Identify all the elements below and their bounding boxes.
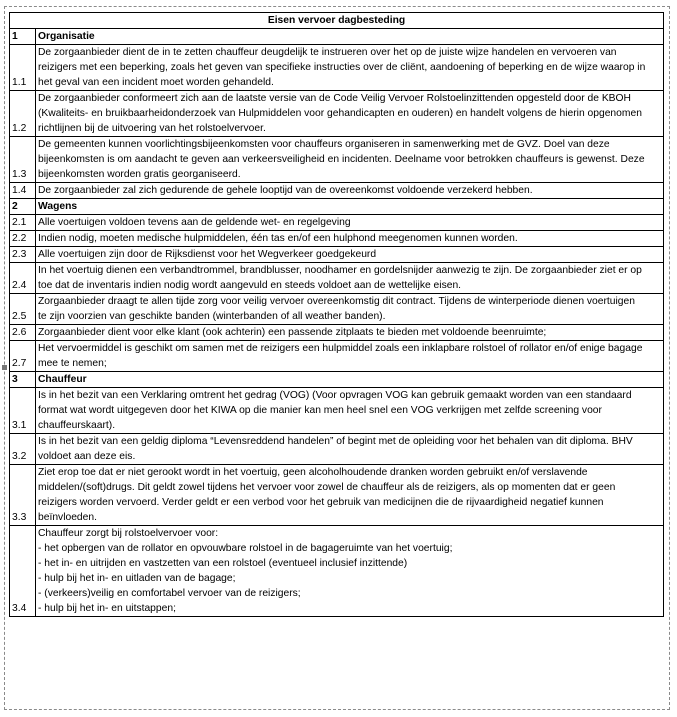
- row-text: [36, 294, 664, 325]
- row-text: [36, 215, 664, 231]
- row-text: [36, 231, 664, 247]
- text-line: Alle voertuigen voldoen tevens aan de geldende wet- en regelgeving: [38, 217, 351, 228]
- row-number: 2.6: [10, 325, 36, 341]
- table-row: [10, 526, 664, 617]
- text-line: - hulp bij het in- en uitladen van de bagage;: [38, 573, 236, 584]
- row-text: [36, 526, 664, 617]
- text-line: - (verkeers)veilig en comfortabel vervoer van de reizigers;: [38, 588, 301, 599]
- row-number: 3.4: [10, 526, 36, 617]
- text-line: Is in het bezit van een Verklaring omtrent het gedrag (VOG) (Voor opvragen VOG kan gebruik gemaakt worden van een standaard: [38, 390, 632, 401]
- section-title: Organisatie: [36, 29, 664, 45]
- text-line: De gemeenten kunnen voorlichtingsbijeenkomsten voor chauffeurs organiseren in samenwerking met de GVZ. Doel van deze: [38, 139, 610, 150]
- table-row: [10, 231, 664, 247]
- text-line: Ziet erop toe dat er niet gerookt wordt in het voertuig, geen alcoholhoudende dranken worden gebruikt en/of verslavende: [38, 467, 588, 478]
- text-line: chauffeurskaart).: [38, 420, 116, 431]
- text-line: toe dat de inventaris indien nodig wordt aangevuld en steeds voldoet aan de wettelijke eisen.: [38, 280, 462, 291]
- section-number: 3: [10, 372, 36, 388]
- row-number: 1.1: [10, 45, 36, 91]
- row-number: 3.2: [10, 434, 36, 465]
- text-line: Indien nodig, moeten medische hulpmiddelen, één tas en/of een hulphond meegenomen kunnen worden.: [38, 233, 518, 244]
- table-row: [10, 325, 664, 341]
- row-text: [36, 388, 664, 434]
- table-row: [10, 183, 664, 199]
- row-number: 3.3: [10, 465, 36, 526]
- text-line: De zorgaanbieder dient de in te zetten chauffeur deugdelijk te instrueren over het op de juiste wijze handelen en vervoeren van: [38, 47, 617, 58]
- text-line: - hulp bij het in- en uitstappen;: [38, 603, 176, 614]
- text-line: bijeenkomsten is om aandacht te geven aan verkeersveiligheid en incidenten. Deelname voor betrokken chauffeurs is gewenst. Deze: [38, 154, 645, 165]
- text-line: te zijn voorzien van geschikte banden (winterbanden of all weather banden).: [38, 311, 386, 322]
- row-number: 2.4: [10, 263, 36, 294]
- text-line: Het vervoermiddel is geschikt om samen met de reizigers een hulpmiddel zoals een inklapbare rolstoel of rollator en/of enige bagage: [38, 343, 643, 354]
- text-line: format wat wordt uitgegeven door het KIWA op die manier kan men heel snel een VOG verkrijgen met zelfde screening voor: [38, 405, 602, 416]
- row-text: [36, 465, 664, 526]
- table-row: [10, 341, 664, 372]
- section-number: 1: [10, 29, 36, 45]
- text-line: Is in het bezit van een geldig diploma “Levensreddend handelen” of begint met de opleiding voor het behalen van dit diploma. BHV: [38, 436, 633, 447]
- row-text: [36, 45, 664, 91]
- row-text: [36, 325, 664, 341]
- text-line: richtlijnen bij de uitvoering van het rolstoelvervoer.: [38, 123, 266, 134]
- row-text: [36, 341, 664, 372]
- table-row: [10, 215, 664, 231]
- row-text: [36, 263, 664, 294]
- text-line: beïnvloeden.: [38, 512, 97, 523]
- text-line: - het in- en uitrijden en vastzetten van een rolstoel (eventueel inclusief inzittende): [38, 558, 408, 569]
- text-line: De zorgaanbieder zal zich gedurende de gehele looptijd van de overeenkomst voldoende verzekerd hebben.: [38, 185, 533, 196]
- row-number: 1.4: [10, 183, 36, 199]
- table-row: [10, 247, 664, 263]
- row-text: [36, 247, 664, 263]
- table-row: [10, 137, 664, 183]
- text-line: (Kwaliteits- en bruikbaarheidonderzoek van Hulpmiddelen voor gehandicapten en ouderen) en handelt volgens de hierin opgenomen: [38, 108, 642, 119]
- text-line: Alle voertuigen zijn door de Rijksdienst voor het Wegverkeer goedgekeurd: [38, 249, 377, 260]
- row-text: [36, 91, 664, 137]
- title-row: [10, 13, 664, 29]
- section-title: Wagens: [36, 199, 664, 215]
- section-header-row: [10, 199, 664, 215]
- row-number: 1.3: [10, 137, 36, 183]
- section-number: 2: [10, 199, 36, 215]
- text-line: De zorgaanbieder conformeert zich aan de laatste versie van de Code Veilig Vervoer Rolstoelinzittenden opgesteld door de KBOH: [38, 93, 631, 104]
- table-row: [10, 91, 664, 137]
- table-row: [10, 434, 664, 465]
- table-title: Eisen vervoer dagbesteding: [10, 13, 664, 29]
- requirements-table: [9, 12, 664, 617]
- table-row: [10, 263, 664, 294]
- row-number: 1.2: [10, 91, 36, 137]
- text-line: reizigers met een beperking, zoals het geven van specifieke instructies over de cliënt, aandoening of beperking en de wijze waarop in: [38, 62, 646, 73]
- text-line: mee te nemen;: [38, 358, 107, 369]
- row-text: [36, 434, 664, 465]
- row-text: [36, 137, 664, 183]
- text-line: bijeenkomsten worden gratis georganiseerd.: [38, 169, 241, 180]
- row-text: [36, 183, 664, 199]
- row-number: 2.3: [10, 247, 36, 263]
- text-line: Zorgaanbieder dient voor elke klant (ook achterin) een passende zitplaats te bieden met voldoende beenruimte;: [38, 327, 547, 338]
- resize-handle[interactable]: [2, 365, 7, 370]
- row-number: 2.1: [10, 215, 36, 231]
- table-row: [10, 294, 664, 325]
- table-row: [10, 388, 664, 434]
- section-title: Chauffeur: [36, 372, 664, 388]
- text-line: Chauffeur zorgt bij rolstoelvervoer voor:: [38, 528, 219, 539]
- text-line: het geval van een incident moet worden gehandeld.: [38, 77, 274, 88]
- table-row: [10, 465, 664, 526]
- row-number: 2.7: [10, 341, 36, 372]
- text-line: In het voertuig dienen een verbandtrommel, brandblusser, noodhamer en gordelsnijder aanwezig te zijn. De zorgaanbieder ziet er op: [38, 265, 642, 276]
- table-row: [10, 45, 664, 91]
- text-line: voldoet aan deze eis.: [38, 451, 136, 462]
- text-line: Zorgaanbieder draagt te allen tijde zorg voor veilig vervoer overeenkomstig dit contract. Tijdens de winterperiode dienen voertuigen: [38, 296, 635, 307]
- section-header-row: [10, 29, 664, 45]
- text-line: middelen/(soft)drugs. Dit geldt zowel tijdens het vervoer voor zowel de chauffeur als de reizigers, als op momenten dat er geen: [38, 482, 616, 493]
- section-header-row: [10, 372, 664, 388]
- row-number: 3.1: [10, 388, 36, 434]
- row-number: 2.5: [10, 294, 36, 325]
- row-number: 2.2: [10, 231, 36, 247]
- text-line: - het opbergen van de rollator en opvouwbare rolstoel in de bagageruimte van het voertuig;: [38, 543, 453, 554]
- text-line: reizigers worden vervoerd. Verder geldt er een verbod voor het gebruik van medicijnen die de rijvaardigheid negatief kunnen: [38, 497, 604, 508]
